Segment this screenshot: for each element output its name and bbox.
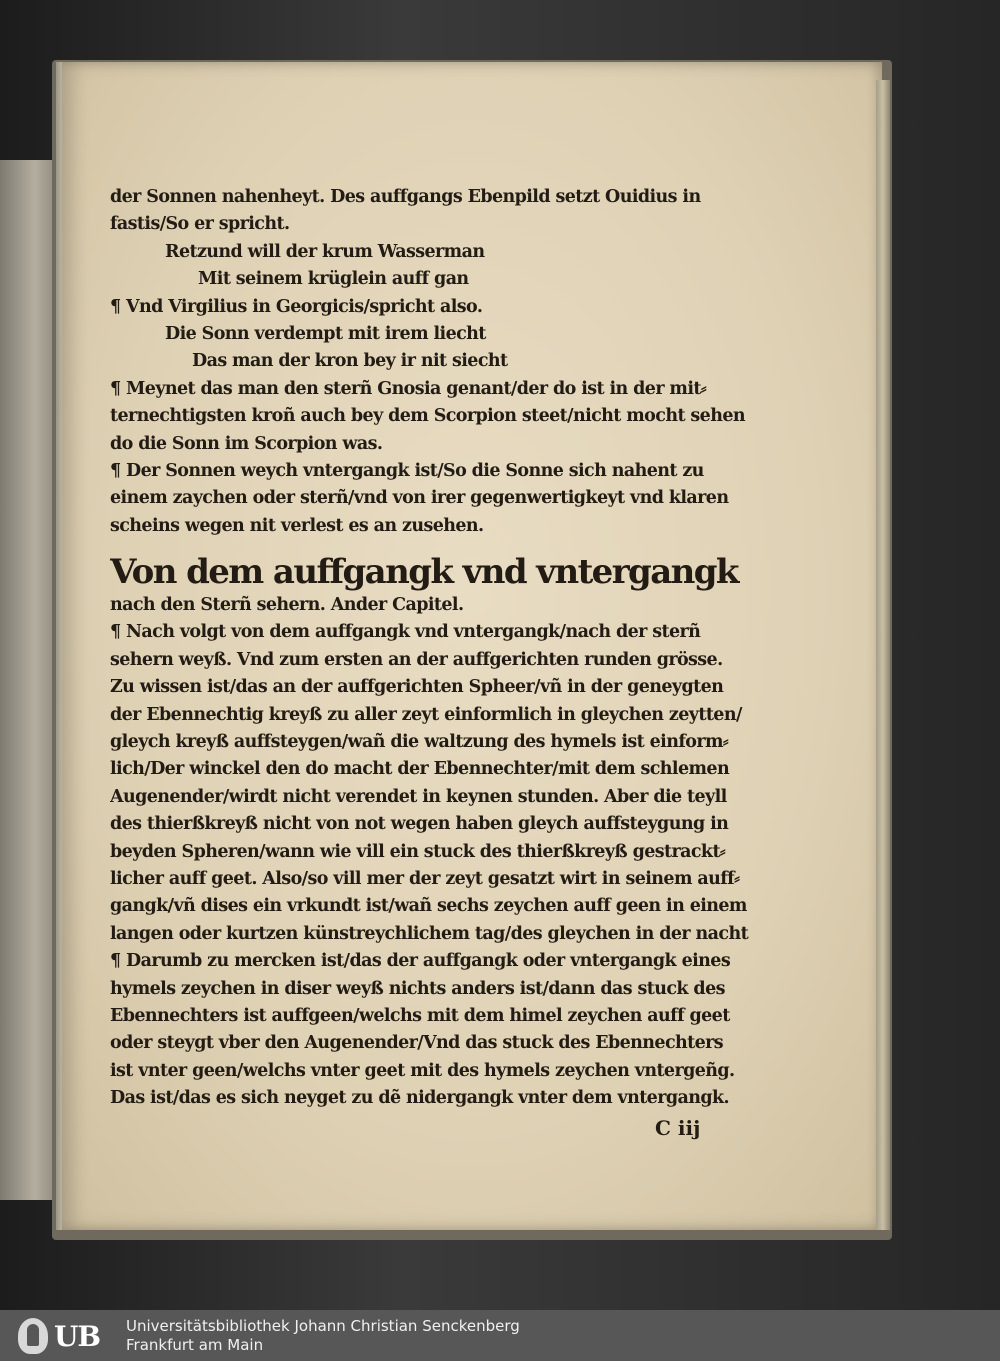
- text-line: Augenender/wirdt nicht verendet in keynen stunden. Aber die teyll: [110, 786, 727, 807]
- text-line: Das ist/das es sich neyget zu dẽ nidergangk vnter dem vntergangk.: [110, 1088, 729, 1109]
- text-line: gangk/vñ dises ein vrkundt ist/wañ sechs zeychen auff geen in einem: [110, 896, 747, 917]
- text-line: ¶ Nach volgt von dem auffgangk vnd vntergangk/nach der sterñ: [110, 622, 701, 643]
- text-line: ¶ Darumb zu mercken ist/das der auffgangk oder vntergangk eines: [110, 951, 731, 972]
- library-logo[interactable]: [18, 1317, 114, 1355]
- text-line: sehern weyß. Vnd zum ersten an der auffgerichten runden grösse.: [110, 649, 723, 670]
- text-line: nach den Sterñ sehern. Ander Capitel.: [110, 595, 464, 616]
- text-line: hymels zeychen in diser weyß nichts anders ist/dann das stuck des: [110, 978, 725, 999]
- text-line: scheins wegen nit verlest es an zusehen.: [110, 515, 484, 536]
- text-line: einem zaychen oder sterñ/vnd von irer gegenwertigkeyt vnd klaren: [110, 488, 729, 509]
- text-line: ternechtigsten kroñ auch bey dem Scorpion steet/nicht mocht sehen: [110, 406, 745, 427]
- text-line: oder steygt vber den Augenender/Vnd das stuck des Ebennechters: [110, 1033, 724, 1054]
- text-line: ¶ Vnd Virgilius in Georgicis/spricht also.: [110, 296, 483, 317]
- verse-line: Das man der kron bey ir nit siecht: [192, 351, 508, 372]
- institution-name[interactable]: [126, 1317, 520, 1355]
- crest-icon: [18, 1318, 48, 1354]
- text-line: der Ebennechtig kreyß zu aller zeyt einformlich in gleychen zeytten/: [110, 704, 742, 725]
- text-line: des thierßkreyß nicht von not wegen haben gleych auffsteygung in: [110, 814, 729, 835]
- verse-line: Retzund will der krum Wasserman: [165, 241, 485, 262]
- previous-page-edge: [0, 160, 58, 1200]
- logo-text: UB: [54, 1319, 101, 1353]
- text-line: Ebennechters ist auffgeen/welchs mit dem himel zeychen auff geet: [110, 1005, 730, 1026]
- text-line: beyden Spheren/wann wie vill ein stuck des thierßkreyß gestrackt⸗: [110, 841, 726, 862]
- text-line: licher auff geet. Also/so vill mer der zeyt gesatzt wirt in seinem auff⸗: [110, 868, 740, 889]
- library-footer-bar: [0, 1310, 1000, 1361]
- verse-line: Mit seinem krüglein auff gan: [198, 269, 469, 290]
- text-line: ¶ Meynet das man den sterñ Gnosia genant/der do ist in der mit⸗: [110, 378, 707, 399]
- text-line: ist vnter geen/welchs vnter geet mit des hymels zeychen vntergeñg.: [110, 1060, 735, 1081]
- folio-signature: C iij: [655, 1116, 701, 1140]
- verse-line: Die Sonn verdempt mit irem liecht: [165, 323, 486, 344]
- text-line: der Sonnen nahenheyt. Des auffgangs Ebenpild setzt Ouidius in: [110, 187, 701, 207]
- institution-line-2: Frankfurt am Main: [126, 1336, 264, 1354]
- text-line: gleych kreyß auffsteygen/wañ die waltzung des hymels ist einform⸗: [110, 732, 729, 753]
- text-line: lich/Der winckel den do macht der Ebennechter/mit dem schlemen: [110, 759, 730, 780]
- text-line: langen oder kurtzen künstreychlichem tag/des gleychen in der nacht: [110, 923, 749, 944]
- text-line: do die Sonn im Scorpion was.: [110, 433, 383, 454]
- text-line: ¶ Der Sonnen weych vntergangk ist/So die Sonne sich nahent zu: [110, 460, 704, 481]
- page-stack-edge: [876, 80, 890, 1230]
- institution-line-1: Universitätsbibliothek Johann Christian Senckenberg: [126, 1317, 520, 1335]
- text-line: fastis/So er spricht.: [110, 214, 290, 235]
- text-line: Zu wissen ist/das an der auffgerichten Spheer/vñ in der geneygten: [110, 677, 724, 698]
- chapter-heading: Von dem auffgangk vnd vntergangk: [110, 552, 738, 593]
- page-text-block: [110, 184, 770, 1113]
